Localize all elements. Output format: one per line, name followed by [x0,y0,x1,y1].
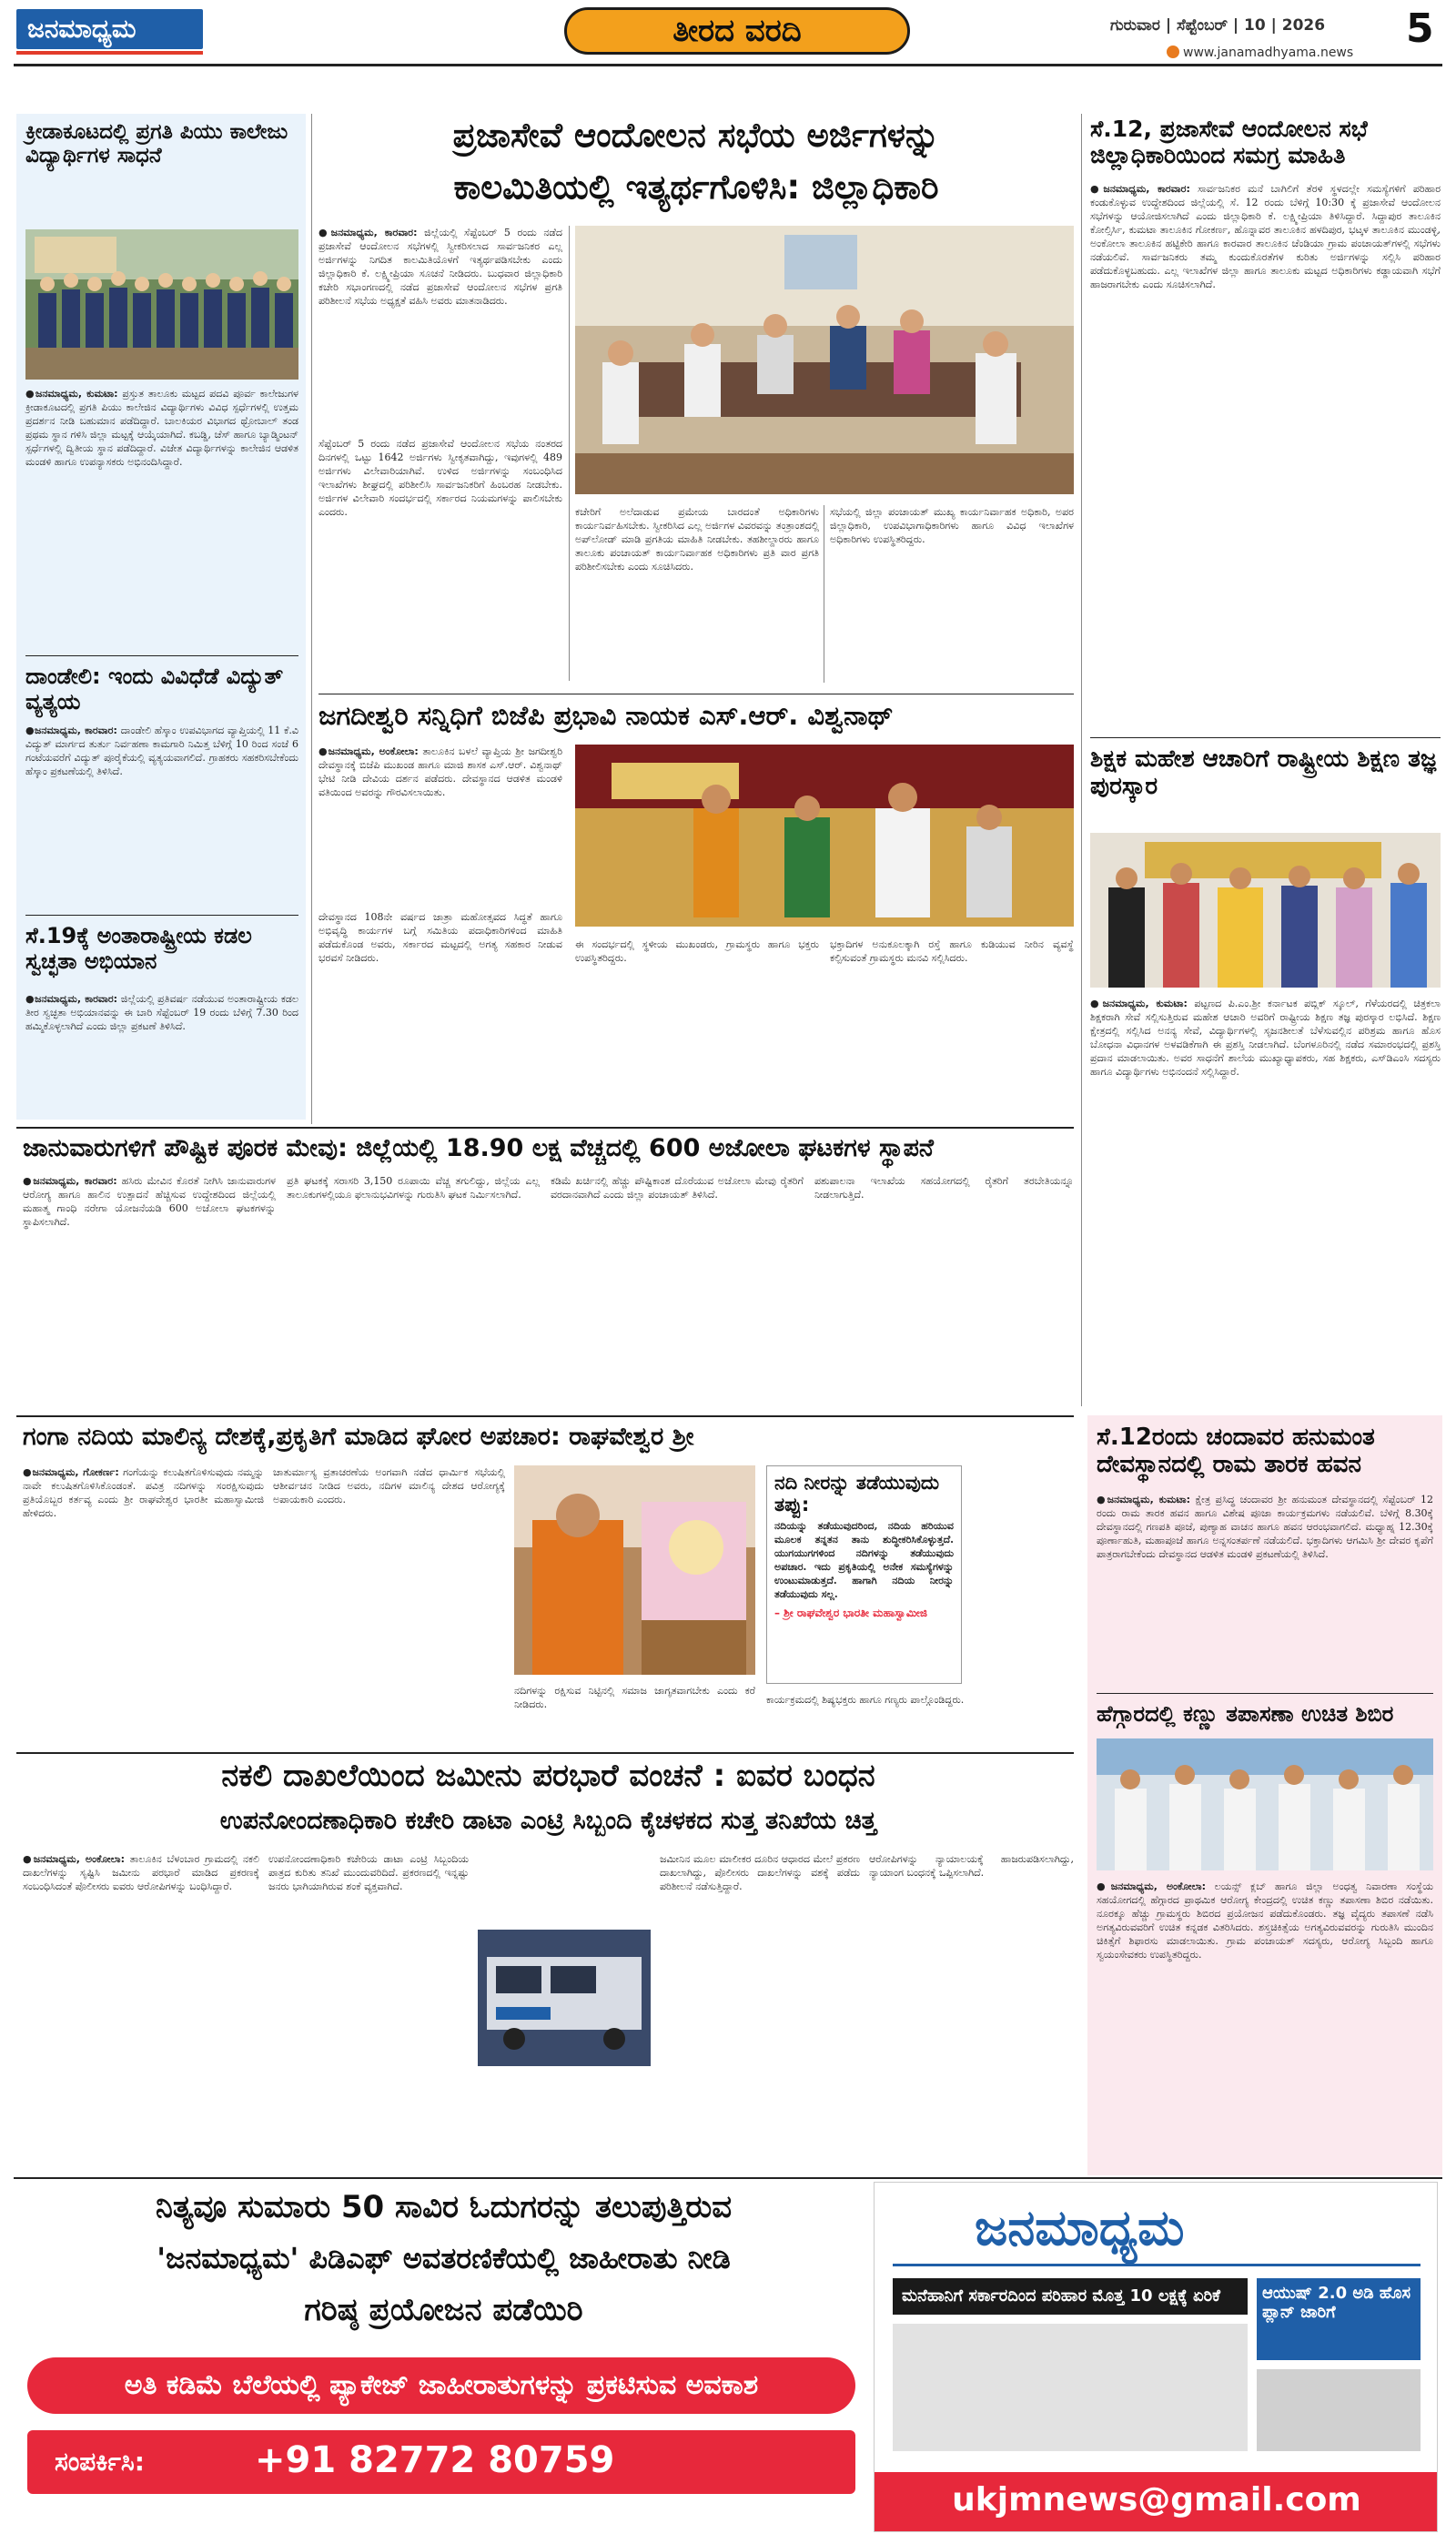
sports-body: ಪ್ರಸ್ತುತ ತಾಲೂಕು ಮಟ್ಟದ ಪದವಿ ಪೂರ್ವ ಕಾಲೇಜುಗಳ ಕ್ರೀಡಾಕೂಟದಲ್ಲಿ ಪ್ರಗತಿ ಪಿಯು ಕಾಲೇಜಿನ ವಿದ್ಯಾರ್ಥಿಗಳು ವಿವಿಧ ಸ್ಪರ್ಧೆಗಳಲ್ಲಿ ಉತ್ತಮ ಪ್ರದರ್ಶನ ನೀಡಿ ಬಹುಮಾನ ಪಡೆದಿದ್ದಾರೆ. ಬಾಲಕಿಯರ ವಿಭಾಗದ ಥ್ರೋಬಾಲ್ ತಂಡ ಪ್ರಥಮ ಸ್ಥಾನ ಗಳಿಸಿ ಜಿಲ್ಲಾ ಮಟ್ಟಕ್ಕೆ ಆಯ್ಕೆಯಾಗಿದೆ. ಕಬಡ್ಡಿ, ಚೆಸ್ ಹಾಗೂ ಬ್ಯಾಡ್ಮಿಂಟನ್ ಸ್ಪರ್ಧೆಗಳಲ್ಲಿ ದ್ವಿತೀಯ ಸ್ಥಾನ ಪಡೆದಿದ್ದಾರೆ. ವಿಜೇತ ವಿದ್ಯಾರ್ಥಿಗಳನ್ನು ಕಾಲೇಜಿನ ಆಡಳಿತ ಮಂಡಳಿ ಹಾಗೂ ಉಪನ್ಯಾಸಕರು ಅಭಿನಂದಿಸಿದ್ದಾರೆ. [25,388,298,468]
river-col-2: ಚಾತುರ್ಮಾಸ್ಯ ವ್ರತಾಚರಣೆಯ ಅಂಗವಾಗಿ ನಡೆದ ಧಾರ್ಮಿಕ ಸಭೆಯಲ್ಲಿ ಆಶೀರ್ವಚನ ನೀಡಿದ ಅವರು, ನದಿಗಳ ಮಾಲಿನ್ಯ ದೇಶದ ಆರೋಗ್ಯಕ್ಕೆ ಅಪಾಯಕಾರಿ ಎಂದರು. [273,1466,505,1505]
award-byline: ●ಜನಮಾಧ್ಯಮ, ಕುಮಟಾ: [1090,998,1188,1009]
quote-body: ನದಿಯನ್ನು ತಡೆಯುವುದರಿಂದ, ನದಿಯ ಹರಿಯುವ ಮೂಲಕ ತನ್ನತನ ತಾನು ಶುದ್ಧೀಕರಿಸಿಕೊಳ್ಳುತ್ತದೆ. ಯುಗಯುಗಗಳಿಂದ ನದಿಗಳನ್ನು ತಡೆಯುವುದು ಅಪಚಾರ. ಇದು ಪ್ರಕೃತಿಯಲ್ಲಿ ಅನೇಕ ಸಮಸ್ಯೆಗಳನ್ನು ಉಂಟುಮಾಡುತ್ತದೆ. ಹಾಗಾಗಿ ನದಿಯ ನೀರನ್ನು ತಡೆಯುವುದು ಸಲ್ಲ. [774,1520,954,1601]
coast-article [25,992,298,1033]
story-divider [16,1752,1074,1754]
river-headline: ಗಂಗಾ ನದಿಯ ಮಾಲಿನ್ಯ ದೇಶಕ್ಕೆ,ಪ್ರಕೃತಿಗೆ ಮಾಡಿದ ಘೋರ ಅಪಚಾರ: ರಾಘವೇಶ್ವರ ಶ್ರೀ [23,1423,694,1451]
award-article [1090,997,1441,1079]
bjp-col-4: ಭಕ್ತಾದಿಗಳ ಅನುಕೂಲಕ್ಕಾಗಿ ರಸ್ತೆ ಹಾಗೂ ಕುಡಿಯುವ ನೀರಿನ ವ್ಯವಸ್ಥೆ ಕಲ್ಪಿಸುವಂತೆ ಗ್ರಾಮಸ್ಥರು ಮನವಿ ಸಲ್ಲಿಸಿದರು. [830,938,1074,964]
web-icon [1167,46,1179,58]
page-number: 5 [1406,5,1434,52]
paper-side-block [1257,2369,1421,2451]
feed-col-1-text: ಹಸಿರು ಮೇವಿನ ಕೊರತೆ ನೀಗಿಸಿ ಜಾನುವಾರುಗಳ ಆರೋಗ್ಯ ಹಾಗೂ ಹಾಲಿನ ಉತ್ಪಾದನೆ ಹೆಚ್ಚಿಸುವ ಉದ್ದೇಶದಿಂದ ಜಿಲ್ಲೆಯಲ್ಲಿ ಮಹಾತ್ಮ ಗಾಂಧಿ ನರೇಗಾ ಯೋಜನೆಯಡಿ 600 ಅಜೋಲಾ ಘಟಕಗಳನ್ನು ಸ್ಥಾಪಿಸಲಾಗಿದೆ. [23,1175,276,1228]
lead-headline-1: ಪ್ರಜಾಸೇವೆ ಆಂದೋಲನ ಸಭೆಯ ಅರ್ಜಿಗಳನ್ನು [452,116,940,155]
bjp-col-3: ಈ ಸಂದರ್ಭದಲ್ಲಿ ಸ್ಥಳೀಯ ಮುಖಂಡರು, ಗ್ರಾಮಸ್ಥರು ಹಾಗೂ ಭಕ್ತರು ಉಪಸ್ಥಿತರಿದ್ದರು. [575,938,819,964]
fraud-col-3: ಜಮೀನಿನ ಮೂಲ ಮಾಲೀಕರ ದೂರಿನ ಆಧಾರದ ಮೇಲೆ ಪ್ರಕರಣ ದಾಖಲಾಗಿದ್ದು, ಪೊಲೀಸರು ದಾಖಲೆಗಳನ್ನು ವಶಕ್ಕೆ ಪಡೆದು ಪರಿಶೀಲನೆ ನಡೆಸುತ್ತಿದ್ದಾರೆ. [660,1853,860,1892]
story-divider [16,1415,1074,1417]
lead-headline-2: ಕಾಲಮಿತಿಯಲ್ಲಿ ಇತ್ಯರ್ಥಗೊಳಿಸಿ: ಜಿಲ್ಲಾಧಿಕಾರಿ [453,167,939,207]
fraud-headline-1: ನಕಲಿ ದಾಖಲೆಯಿಂದ ಜಮೀನು ಪರಭಾರೆ ವಂಚನೆ : ಐವರ ಬಂಧನ [221,1758,875,1794]
coast-body: ಜಿಲ್ಲೆಯಲ್ಲಿ ಪ್ರತಿವರ್ಷ ನಡೆಯುವ ಅಂತಾರಾಷ್ಟ್ರೀಯ ಕಡಲ ತೀರ ಸ್ವಚ್ಛತಾ ಅಭಿಯಾನವನ್ನು ಈ ಬಾರಿ ಸೆಪ್ಟೆಂಬರ್ 19 ರಂದು ಬೆಳಿಗ್ಗೆ 7.30 ರಿಂದ ಹಮ್ಮಿಕೊಳ್ಳಲಾಗಿದೆ ಎಂದು ಜಿಲ್ಲಾ ಪ್ರಕಟಣೆ ತಿಳಿಸಿದೆ. [25,993,299,1032]
temple-body: ಕ್ಷೇತ್ರ ಪ್ರಸಿದ್ಧ ಚಂದಾವರ ಶ್ರೀ ಹನುಮಂತ ದೇವಸ್ಥಾನದಲ್ಲಿ ಸೆಪ್ಟೆಂಬರ್ 12 ರಂದು ರಾಮ ತಾರಕ ಹವನ ಹಾಗೂ ವಿಶೇಷ ಪೂಜಾ ಕಾರ್ಯಕ್ರಮಗಳು ನಡೆಯಲಿವೆ. ಬೆಳಿಗ್ಗೆ 8.30ಕ್ಕೆ ದೇವಸ್ಥಾನದಲ್ಲಿ ಗಣಪತಿ ಪೂಜೆ, ಪುಣ್ಯಾಹ ವಾಚನ ಹಾಗೂ ಹವನ ಆರಂಭವಾಗಲಿದೆ. ಮಧ್ಯಾಹ್ನ 12.30ಕ್ಕೆ ಪೂರ್ಣಾಹುತಿ, ಮಹಾಪೂಜೆ ಹಾಗೂ ಅನ್ನಸಂತರ್ಪಣೆ ನಡೆಯಲಿದೆ. ಭಕ್ತಾದಿಗಳು ಆಗಮಿಸಿ ಶ್ರೀ ದೇವರ ಕೃಪೆಗೆ ಪಾತ್ರರಾಗಬೇಕೆಂದು ದೇವಸ್ಥಾನದ ಆಡಳಿತ ಮಂಡಳಿ ಪ್ರಕಟಣೆಯಲ್ಲಿ ತಿಳಿಸಿದೆ. [1097,1494,1434,1560]
quote-title: ನದಿ ನೀರನ್ನು ತಡೆಯುವುದು ತಪ್ಪು: [774,1472,940,1516]
paper-body-block [893,2324,1248,2451]
coast-byline: ●ಜನಮಾಧ್ಯಮ, ಕಾರವಾರ: [25,993,118,1005]
ad-line-3: ಗರಿಷ್ಠ ಪ್ರಯೋಜನ ಪಡೆಯಿರಿ [304,2292,583,2328]
paper-lead: ಮನೆಹಾನಿಗೆ ಸರ್ಕಾರದಿಂದ ಪರಿಹಾರ ಮೊತ್ತ 10 ಲಕ್ಷಕ್ಕೆ ಏರಿಕೆ [893,2278,1248,2315]
column-rule [311,114,312,1124]
bjp-col-2: ದೇವಸ್ಥಾನದ 108ನೇ ವರ್ಷದ ಜಾತ್ರಾ ಮಹೋತ್ಸವದ ಸಿದ್ಧತೆ ಹಾಗೂ ಅಭಿವೃದ್ಧಿ ಕಾರ್ಯಗಳ ಬಗ್ಗೆ ಸಮಿತಿಯ ಪದಾಧಿಕಾರಿಗಳಿಂದ ಮಾಹಿತಿ ಪಡೆದುಕೊಂಡ ಅವರು, ಸರ್ಕಾರದ ಮಟ್ಟದಲ್ಲಿ ಅಗತ್ಯ ಸಹಕಾರ ನೀಡುವ ಭರವಸೆ ನೀಡಿದರು. [318,911,562,964]
eyecamp-body: ಲಯನ್ಸ್ ಕ್ಲಬ್ ಹಾಗೂ ಜಿಲ್ಲಾ ಅಂಧತ್ವ ನಿವಾರಣಾ ಸಂಸ್ಥೆಯ ಸಹಯೋಗದಲ್ಲಿ ಹೆಗ್ಗಾರದ ಪ್ರಾಥಮಿಕ ಆರೋಗ್ಯ ಕೇಂದ್ರದಲ್ಲಿ ಉಚಿತ ಕಣ್ಣು ತಪಾಸಣಾ ಶಿಬಿರ ನಡೆಯಿತು. ನೂರಕ್ಕೂ ಹೆಚ್ಚು ಗ್ರಾಮಸ್ಥರು ಶಿಬಿರದ ಪ್ರಯೋಜನ ಪಡೆದುಕೊಂಡರು. ತಜ್ಞ ವೈದ್ಯರು ತಪಾಸಣೆ ನಡೆಸಿ ಅಗತ್ಯವಿರುವವರಿಗೆ ಉಚಿತ ಕನ್ನಡಕ ವಿತರಿಸಿದರು. ಶಸ್ತ್ರಚಿಕಿತ್ಸೆಯ ಅಗತ್ಯವಿರುವವರನ್ನು ಗುರುತಿಸಿ ಮುಂದಿನ ಚಿಕಿತ್ಸೆಗೆ ಶಿಫಾರಸು ಮಾಡಲಾಯಿತು. ಗ್ರಾಮ ಪಂಚಾಯತ್ ಸದಸ್ಯರು, ಆರೋಗ್ಯ ಸಿಬ್ಬಂದಿ ಹಾಗೂ ಸ್ವಯಂಸೇವಕರು ಉಪಸ್ಥಿತರಿದ್ದರು. [1097,1880,1434,1961]
paper-side: ಆಯುಷ್ 2.0 ಅಡಿ ಹೊಸ ಪ್ಲಾನ್ ಜಾರಿಗೆ [1257,2278,1421,2360]
info-body: ಸಾರ್ವಜನಿಕರ ಮನೆ ಬಾಗಿಲಿಗೆ ತೆರಳಿ ಸ್ಥಳದಲ್ಲೇ ಸಮಸ್ಯೆಗಳಿಗೆ ಪರಿಹಾರ ಕಂಡುಕೊಳ್ಳುವ ಉದ್ದೇಶದಿಂದ ಜಿಲ್ಲೆಯಲ್ಲಿ ಸೆ. 12 ರಂದು ಬೆಳಿಗ್ಗೆ 10:30 ಕ್ಕೆ ಪ್ರಜಾಸೇವೆ ಆಂದೋಲನ ಸಭೆಗಳನ್ನು ಆಯೋಜಿಸಲಾಗಿದೆ ಎಂದು ಜಿಲ್ಲಾಧಿಕಾರಿ ಕೆ. ಲಕ್ಷ್ಮೀಪ್ರಿಯಾ ತಿಳಿಸಿದ್ದಾರೆ. ಸಿದ್ದಾಪುರ ತಾಲೂಕಿನ ಕೋಲ್ಸಿರ್ಸಿ, ಕುಮಟಾ ತಾಲೂಕಿನ ಗೋಕರ್ಣ, ಹೊನ್ನಾವರ ತಾಲೂಕಿನ ಹಳದಿಪುರ, ಭಟ್ಕಳ ತಾಲೂಕಿನ ಮುಂಡಳ್ಳಿ, ಅಂಕೋಲಾ ತಾಲೂಕಿನ ಹಟ್ಟಿಕೇರಿ ಹಾಗೂ ಕಾರವಾರ ತಾಲೂಕಿನ ಚೆಂಡಿಯಾ ಗ್ರಾಮ ಪಂಚಾಯತ್‌ಗಳಲ್ಲಿ ಸಭೆಗಳು ನಡೆಯಲಿವೆ. ಸಾರ್ವಜನಿಕರು ತಮ್ಮ ಕುಂದುಕೊರತೆಗಳ ಕುರಿತು ಅರ್ಜಿಗಳನ್ನು ಸಲ್ಲಿಸಿ ಪರಿಹಾರ ಪಡೆದುಕೊಳ್ಳಬಹುದು. ಎಲ್ಲ ಇಲಾಖೆಗಳ ಜಿಲ್ಲಾ ಹಾಗೂ ತಾಲೂಕು ಮಟ್ಟದ ಅಧಿಕಾರಿಗಳು ಕಡ್ಡಾಯವಾಗಿ ಸಭೆಗೆ ಹಾಜರಾಗಬೇಕು ಎಂದು ಸೂಚಿಸಲಾಗಿದೆ. [1090,183,1441,290]
ad-contact-bar [27,2430,855,2494]
bjp-photo [575,745,1074,927]
fraud-col-2: ಉಪನೋಂದಣಾಧಿಕಾರಿ ಕಚೇರಿಯ ಡಾಟಾ ಎಂಟ್ರಿ ಸಿಬ್ಬಂದಿಯ ಪಾತ್ರದ ಕುರಿತು ತನಿಖೆ ಮುಂದುವರಿದಿದೆ. ಪ್ರಕರಣದಲ್ಲಿ ಇನ್ನಷ್ಟು ಜನರು ಭಾಗಿಯಾಗಿರುವ ಶಂಕೆ ವ್ಯಕ್ತವಾಗಿದೆ. [268,1853,469,1892]
power-article [25,724,298,778]
temple-byline: ●ಜನಮಾಧ್ಯಮ, ಕುಮಟಾ: [1097,1494,1191,1505]
eyecamp-byline: ●ಜನಮಾಧ್ಯಮ, ಅಂಕೋಲಾ: [1097,1880,1206,1892]
power-byline: ●ಜನಮಾಧ್ಯಮ, ಕಾರವಾರ: [25,725,117,736]
website-link[interactable]: www.janamadhyama.news [1183,46,1354,60]
sports-byline: ●ಜನಮಾಧ್ಯಮ, ಕುಮಟಾ: [25,388,118,400]
river-col-1-text: ಗಂಗೆಯನ್ನು ಕಲುಷಿತಗೊಳಿಸುವುದು ನಮ್ಮನ್ನು ನಾವೇ ಕಲುಷಿತಗೊಳಿಸಿಕೊಂಡಂತೆ. ಪವಿತ್ರ ನದಿಗಳನ್ನು ಸಂರಕ್ಷಿಸುವುದು ಪ್ರತಿಯೊಬ್ಬರ ಕರ್ತವ್ಯ ಎಂದು ಶ್ರೀ ರಾಘವೇಶ್ವರ ಭಾರತೀ ಮಹಾಸ್ವಾಮೀಜಿ ಹೇಳಿದರು. [23,1466,265,1519]
lead-photo [575,226,1074,494]
ad-divider [14,2177,1442,2179]
temple-article [1097,1493,1433,1561]
feed-col-1 [23,1174,276,1229]
masthead-rule [14,64,1442,66]
fraud-byline: ●ಜನಮಾಧ್ಯಮ, ಅಂಕೋಲಾ: [23,1853,125,1865]
bjp-byline: ●ಜನಮಾಧ್ಯಮ, ಅಂಕೋಲಾ: [318,745,419,757]
column-rule [1081,114,1082,1406]
lead-col-4: ಸಭೆಯಲ್ಲಿ ಜಿಲ್ಲಾ ಪಂಚಾಯತ್ ಮುಖ್ಯ ಕಾರ್ಯನಿರ್ವಾಹಕ ಅಧಿಕಾರಿ, ಅಪರ ಜಿಲ್ಲಾಧಿಕಾರಿ, ಉಪವಿಭಾಗಾಧಿಕಾರಿಗಳು ಹಾಗೂ ವಿವಿಧ ಇಲಾಖೆಗಳ ಅಧಿಕಾರಿಗಳು ಉಪಸ್ಥಿತರಿದ್ದರು. [830,506,1074,545]
paper-logo: ಜನಮಾಧ್ಯಮ [975,2199,1185,2256]
feed-col-3: ಕಡಿಮೆ ಖರ್ಚಿನಲ್ಲಿ ಹೆಚ್ಚು ಪೌಷ್ಟಿಕಾಂಶ ದೊರೆಯುವ ಅಜೋಲಾ ಮೇವು ರೈತರಿಗೆ ವರದಾನವಾಗಿದೆ ಎಂದು ಜಿಲ್ಲಾ ಪಂಚಾಯತ್ ತಿಳಿಸಿದೆ. [551,1175,804,1201]
contact-label: ಸಂಪರ್ಕಿಸಿ: [55,2447,145,2477]
eyecamp-article [1097,1880,1433,1961]
quote-box [766,1465,962,1684]
bjp-headline: ಜಗದೀಶ್ವರಿ ಸನ್ನಿಧಿಗೆ ಬಿಜೆಪಿ ಪ್ರಭಾವಿ ನಾಯಕ ಎಸ್.ಆರ್. ವಿಶ್ವನಾಥ್ [318,700,894,731]
info-byline: ●ಜನಮಾಧ್ಯಮ, ಕಾರವಾರ: [1090,183,1190,195]
story-divider [16,1127,1074,1129]
ad-line-1: ನಿತ್ಯವೂ ಸುಮಾರು 50 ಸಾವಿರ ಓದುಗರನ್ನು ತಲುಪುತ್ತಿರುವ [155,2189,733,2225]
paper-preview [874,2182,1438,2532]
column-rule [569,226,570,681]
award-photo [1090,833,1441,988]
contact-email[interactable]: ukjmnews@gmail.com [875,2472,1438,2532]
river-byline: ●ಜನಮಾಧ್ಯಮ, ಗೋಕರ್ಣ: [23,1466,119,1478]
bjp-col-1 [318,745,562,799]
sidebar-divider [25,655,298,656]
river-col-1 [23,1465,264,1520]
quote-source: – ಶ್ರೀ ರಾಘವೇಶ್ವರ ಭಾರತೀ ಮಹಾಸ್ವಾಮೀಜಿ [774,1606,927,1620]
info-headline: ಸೆ.12, ಪ್ರಜಾಸೇವೆ ಆಂದೋಲನ ಸಭೆ ಜಿಲ್ಲಾಧಿಕಾರಿಯಿಂದ ಸಮಗ್ರ ಮಾಹಿತಿ [1090,116,1368,168]
phone-number[interactable]: +91 82772 80759 [255,2439,615,2481]
fraud-col-1-text: ತಾಲೂಕಿನ ಬೆಳಂಬಾರ ಗ್ರಾಮದಲ್ಲಿ ನಕಲಿ ದಾಖಲೆಗಳನ್ನು ಸೃಷ್ಟಿಸಿ ಜಮೀನು ಪರಭಾರೆ ಮಾಡಿದ ಪ್ರಕರಣಕ್ಕೆ ಸಂಬಂಧಿಸಿದಂತೆ ಪೊಲೀಸರು ಐವರು ಆರೋಪಿಗಳನ್ನು ಬಂಧಿಸಿದ್ದಾರೆ. [23,1853,259,1892]
feed-col-2: ಪ್ರತಿ ಘಟಕಕ್ಕೆ ಸರಾಸರಿ 3,150 ರೂಪಾಯಿ ವೆಚ್ಚ ತಗುಲಿದ್ದು, ಜಿಲ್ಲೆಯ ಎಲ್ಲ ತಾಲೂಕುಗಳಲ್ಲಿಯೂ ಫಲಾನುಭವಿಗಳನ್ನು ಗುರುತಿಸಿ ಘಟಕ ನಿರ್ಮಿಸಲಾಗಿದೆ. [287,1175,540,1201]
ad-line-2: 'ಜನಮಾಧ್ಯಮ' ಪಿಡಿಎಫ್ ಅವತರಣಿಕೆಯಲ್ಲಿ ಜಾಹೀರಾತು ನೀಡಿ [157,2241,731,2275]
lead-byline: ●ಜನಮಾಧ್ಯಮ, ಕಾರವಾರ: [318,227,418,238]
feed-byline: ●ಜನಮಾಧ್ಯಮ, ಕಾರವಾರ: [23,1175,117,1187]
info-article [1090,182,1441,291]
feed-headline: ಜಾನುವಾರುಗಳಿಗೆ ಪೌಷ್ಟಿಕ ಪೂರಕ ಮೇವು: ಜಿಲ್ಲೆಯಲ್ಲಿ 18.90 ಲಕ್ಷ ವೆಚ್ಚದಲ್ಲಿ 600 ಅಜೋಲಾ ಘಟಕಗಳ ಸ್ಥಾಪನೆ [23,1134,934,1162]
sidebar-divider [25,915,298,916]
lead-col-1-text: ಜಿಲ್ಲೆಯಲ್ಲಿ ಸೆಪ್ಟೆಂಬರ್ 5 ರಂದು ನಡೆದ ಪ್ರಜಾಸೇವೆ ಆಂದೋಲನ ಸಭೆಗಳಲ್ಲಿ ಸ್ವೀಕರಿಸಲಾದ ಸಾರ್ವಜನಿಕರ ಎಲ್ಲ ಅರ್ಜಿಗಳನ್ನು ನಿಗದಿತ ಕಾಲಮಿತಿಯೊಳಗೆ ಇತ್ಯರ್ಥಪಡಿಸಬೇಕು ಎಂದು ಜಿಲ್ಲಾಧಿಕಾರಿ ಕೆ. ಲಕ್ಷ್ಮೀಪ್ರಿಯಾ ಸೂಚನೆ ನೀಡಿದರು. ಬುಧವಾರ ಜಿಲ್ಲಾಧಿಕಾರಿ ಕಚೇರಿ ಸಭಾಂಗಣದಲ್ಲಿ ನಡೆದ ಪ್ರಜಾಸೇವೆ ಆಂದೋಲನ ಸಭೆಗಳ ಪ್ರಗತಿ ಪರಿಶೀಲನೆ ಸಭೆಯ ಅಧ್ಯಕ್ಷತೆ ವಹಿಸಿ ಅವರು ಮಾತನಾಡಿದರು. [318,227,562,307]
award-headline: ಶಿಕ್ಷಕ ಮಹೇಶ ಆಚಾರಿಗೆ ರಾಷ್ಟ್ರೀಯ ಶಿಕ್ಷಣ ತಜ್ಞ ಪುರಸ್ಕಾರ [1090,745,1437,800]
issue-date: ಗುರುವಾರ | ಸೆಪ್ಟೆಂಬರ್ | 10 | 2026 [1110,16,1326,35]
temple-headline: ಸೆ.12ರಂದು ಚಂದಾವರ ಹನುಮಂತ ದೇವಸ್ಥಾನದಲ್ಲಿ ರಾಮ ತಾರಕ ಹವನ [1097,1424,1375,1478]
bjp-col-1-text: ತಾಲೂಕಿನ ಬಳಲೆ ವ್ಯಾಪ್ತಿಯ ಶ್ರೀ ಜಗದೀಶ್ವರಿ ದೇವಸ್ಥಾನಕ್ಕೆ ಬಿಜೆಪಿ ಮುಖಂಡ ಹಾಗೂ ಮಾಜಿ ಶಾಸಕ ಎಸ್.ಆರ್. ವಿಶ್ವನಾಥ್ ಭೇಟಿ ನೀಡಿ ದೇವಿಯ ದರ್ಶನ ಪಡೆದರು. ದೇವಸ್ಥಾನದ ಆಡಳಿತ ಮಂಡಳಿ ವತಿಯಿಂದ ಅವರನ್ನು ಗೌರವಿಸಲಾಯಿತು. [318,745,563,798]
fraud-headline-2: ಉಪನೋಂದಣಾಧಿಕಾರಿ ಕಚೇರಿ ಡಾಟಾ ಎಂಟ್ರಿ ಸಿಬ್ಬಂದಿ ಕೈಚಳಕದ ಸುತ್ತ ತನಿಖೆಯ ಚಿತ್ತ [219,1807,877,1835]
eyecamp-photo [1097,1738,1433,1870]
story-divider [1090,737,1441,738]
paper-masthead [893,2194,1421,2266]
fraud-col-4: ಆರೋಪಿಗಳನ್ನು ನ್ಯಾಯಾಲಯಕ್ಕೆ ಹಾಜರುಪಡಿಸಲಾಗಿದ್ದು, ನ್ಯಾಯಾಂಗ ಬಂಧನಕ್ಕೆ ಒಪ್ಪಿಸಲಾಗಿದೆ. [869,1853,1074,1879]
sports-article [25,387,298,469]
feed-col-4: ಪಶುಪಾಲನಾ ಇಲಾಖೆಯ ಸಹಯೋಗದಲ್ಲಿ ರೈತರಿಗೆ ತರಬೇತಿಯನ್ನೂ ನೀಡಲಾಗುತ್ತಿದೆ. [814,1175,1074,1201]
eyecamp-headline: ಹೆಗ್ಗಾರದಲ್ಲಿ ಕಣ್ಣು ತಪಾಸಣಾ ಉಚಿತ ಶಿಬಿರ [1097,1701,1394,1727]
river-col-4: ಕಾರ್ಯಕ್ರಮದಲ್ಲಿ ಶಿಷ್ಯಭಕ್ತರು ಹಾಗೂ ಗಣ್ಯರು ಪಾಲ್ಗೊಂಡಿದ್ದರು. [766,1694,965,1706]
power-headline: ದಾಂಡೇಲಿ: ಇಂದು ವಿವಿಧೆಡೆ ವಿದ್ಯುತ್ ವ್ಯತ್ಯಯ [25,664,284,715]
fraud-col-1 [23,1852,259,1893]
masthead-logo: ಜನಮಾಧ್ಯಮ [16,9,203,49]
lead-col-1 [318,226,562,308]
lead-col-3: ಕಚೇರಿಗೆ ಅಲೆದಾಡುವ ಪ್ರಮೇಯ ಬಾರದಂತೆ ಅಧಿಕಾರಿಗಳು ಕಾರ್ಯನಿರ್ವಹಿಸಬೇಕು. ಸ್ವೀಕರಿಸಿದ ಎಲ್ಲ ಅರ್ಜಿಗಳ ವಿವರವನ್ನು ತಂತ್ರಾಂಶದಲ್ಲಿ ಅಪ್‌ಲೋಡ್ ಮಾಡಿ ಪ್ರಗತಿಯ ಮಾಹಿತಿ ನೀಡಬೇಕು. ತಹಶೀಲ್ದಾರರು ಹಾಗೂ ತಾಲೂಕು ಪಂಚಾಯತ್ ಕಾರ್ಯನಿರ್ವಾಹಕ ಅಧಿಕಾರಿಗಳು ಪ್ರತಿ ವಾರ ಪ್ರಗತಿ ಪರಿಶೀಲಿಸಬೇಕು ಎಂದು ಸೂಚಿಸಿದರು. [575,506,819,573]
coast-headline: ಸೆ.19ಕ್ಕೆ ಅಂತಾರಾಷ್ಟ್ರೀಯ ಕಡಲ ಸ್ವಚ್ಛತಾ ಅಭಿಯಾನ [25,923,252,974]
river-photo [514,1465,755,1675]
river-col-3: ನದಿಗಳನ್ನು ರಕ್ಷಿಸುವ ನಿಟ್ಟಿನಲ್ಲಿ ಸಮಾಜ ಜಾಗೃತವಾಗಬೇಕು ಎಂದು ಕರೆ ನೀಡಿದರು. [514,1685,755,1710]
lead-col-2: ಸೆಪ್ಟೆಂಬರ್ 5 ರಂದು ನಡೆದ ಪ್ರಜಾಸೇವೆ ಆಂದೋಲನ ಸಭೆಯ ನಂತರದ ದಿನಗಳಲ್ಲಿ ಒಟ್ಟು 1642 ಅರ್ಜಿಗಳು ಸ್ವೀಕೃತವಾಗಿದ್ದು, ಇವುಗಳಲ್ಲಿ 489 ಅರ್ಜಿಗಳು ವಿಲೇವಾರಿಯಾಗಿವೆ. ಉಳಿದ ಅರ್ಜಿಗಳನ್ನು ಸಂಬಂಧಿಸಿದ ಇಲಾಖೆಗಳು ಶೀಘ್ರದಲ್ಲಿ ಪರಿಶೀಲಿಸಿ ಸಾರ್ವಜನಿಕರಿಗೆ ಹಿಂಬರಹ ನೀಡಬೇಕು. ಅರ್ಜಿಗಳ ವಿಲೇವಾರಿ ಸಂದರ್ಭದಲ್ಲಿ ಸರ್ಕಾರದ ನಿಯಮಗಳನ್ನು ಪಾಲಿಸಬೇಕು ಎಂದರು. [318,438,562,518]
sports-photo [25,229,298,380]
sports-headline: ಕ್ರೀಡಾಕೂಟದಲ್ಲಿ ಪ್ರಗತಿ ಪಿಯು ಕಾಲೇಜು ವಿದ್ಯಾರ್ಥಿಗಳ ಸಾಧನೆ [25,120,288,168]
fraud-photo [478,1930,651,2066]
ad-offer-band: ಅತಿ ಕಡಿಮೆ ಬೆಲೆಯಲ್ಲಿ ಪ್ಯಾಕೇಜ್ ಜಾಹೀರಾತುಗಳನ್ನು ಪ್ರಕಟಿಸುವ ಅವಕಾಶ [27,2357,855,2414]
award-body: ಪಟ್ಟಣದ ಪಿ.ಎಂ.ಶ್ರೀ ಕರ್ನಾಟಕ ಪಬ್ಲಿಕ್ ಸ್ಕೂಲ್, ಗೆಳೆಯರದಲ್ಲಿ ಚಿತ್ರಕಲಾ ಶಿಕ್ಷಕರಾಗಿ ಸೇವೆ ಸಲ್ಲಿಸುತ್ತಿರುವ ಮಹೇಶ ಆಚಾರಿ ಅವರಿಗೆ ರಾಷ್ಟ್ರೀಯ ಶಿಕ್ಷಣ ತಜ್ಞ ಪುರಸ್ಕಾರ ಲಭಿಸಿದೆ. ಶಿಕ್ಷಣ ಕ್ಷೇತ್ರದಲ್ಲಿ ಸಲ್ಲಿಸಿದ ಅನನ್ಯ ಸೇವೆ, ವಿದ್ಯಾರ್ಥಿಗಳಲ್ಲಿ ಸೃಜನಶೀಲತೆ ಬೆಳೆಸುವಲ್ಲಿನ ಪರಿಶ್ರಮ ಹಾಗೂ ಹೊಸ ಬೋಧನಾ ವಿಧಾನಗಳ ಅಳವಡಿಕೆಗಾಗಿ ಈ ಪ್ರಶಸ್ತಿ ನೀಡಲಾಗಿದೆ. ಬೆಂಗಳೂರಿನಲ್ಲಿ ನಡೆದ ಸಮಾರಂಭದಲ್ಲಿ ಪ್ರಶಸ್ತಿ ಪ್ರದಾನ ಮಾಡಲಾಯಿತು. ಅವರ ಸಾಧನೆಗೆ ಶಾಲೆಯ ಮುಖ್ಯಾಧ್ಯಾಪಕರು, ಸಹ ಶಿಕ್ಷಕರು, ಎಸ್‌ಡಿಎಂಸಿ ಸದಸ್ಯರು ಹಾಗೂ ವಿದ್ಯಾರ್ಥಿಗಳು ಅಭಿನಂದನೆ ಸಲ್ಲಿಸಿದ್ದಾರೆ. [1090,998,1441,1078]
story-divider [1097,1693,1433,1694]
power-body: ದಾಂಡೇಲಿ ಹೆಸ್ಕಾಂ ಉಪವಿಭಾಗದ ವ್ಯಾಪ್ತಿಯಲ್ಲಿ 11 ಕೆ.ವಿ ವಿದ್ಯುತ್ ಮಾರ್ಗದ ತುರ್ತು ನಿರ್ವಹಣಾ ಕಾಮಗಾರಿ ನಿಮಿತ್ತ ಬೆಳಿಗ್ಗೆ 10 ರಿಂದ ಸಂಜೆ 6 ಗಂಟೆಯವರೆಗೆ ವಿದ್ಯುತ್ ಪೂರೈಕೆಯಲ್ಲಿ ವ್ಯತ್ಯಯವಾಗಲಿದೆ. ಗ್ರಾಹಕರು ಸಹಕರಿಸಬೇಕೆಂದು ಹೆಸ್ಕಾಂ ಪ್ರಕಟಣೆಯಲ್ಲಿ ತಿಳಿಸಿದೆ. [25,725,299,777]
section-title: ತೀರದ ವರದಿ [564,7,910,55]
